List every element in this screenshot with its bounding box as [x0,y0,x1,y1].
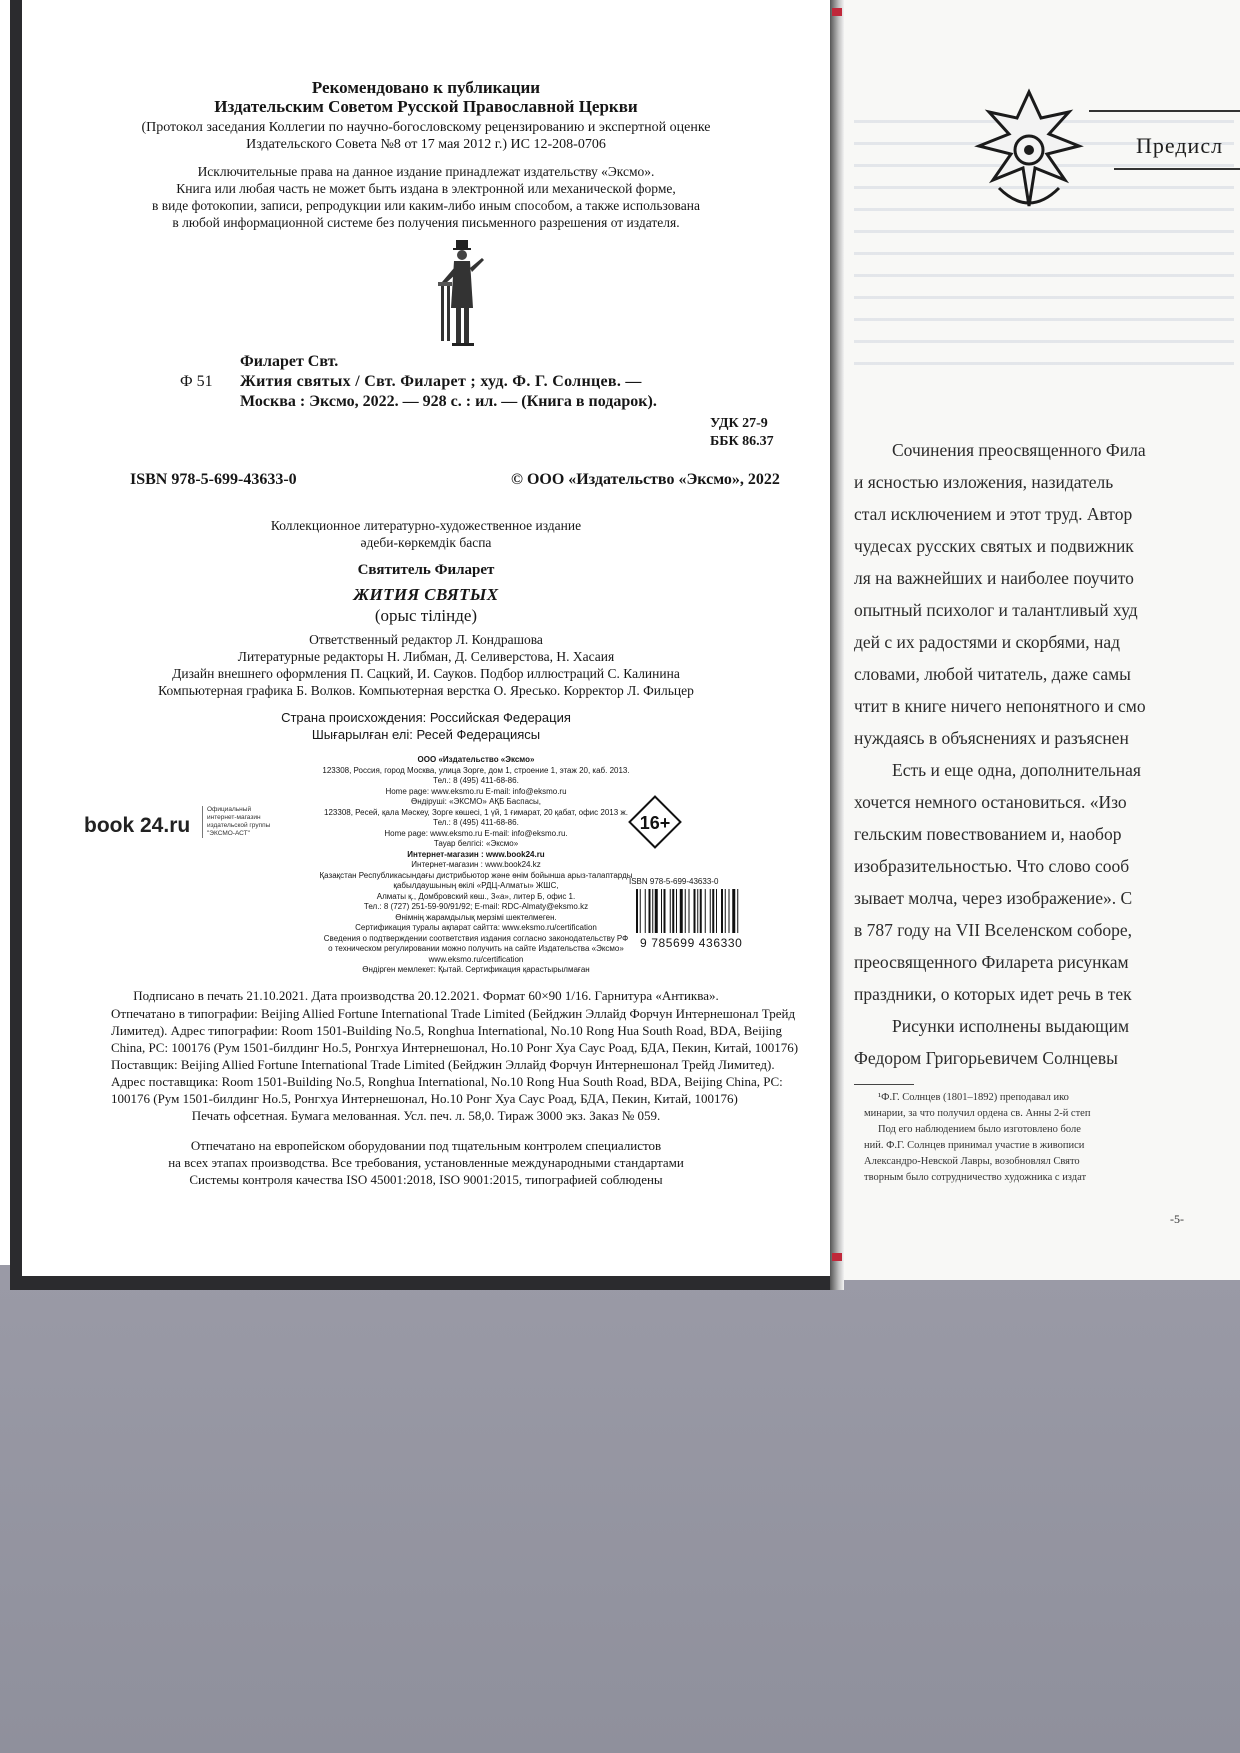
barcode-isbn: ISBN 978-5-699-43633-0 [629,877,719,886]
isbn: ISBN 978-5-699-43633-0 [130,471,297,488]
publisher-info-line: Тел.: 8 (495) 411-68-86. [433,776,519,785]
publisher-info-line: Өнімнің жарамдылық мерзімі шектелмеген. [395,912,557,922]
recommendation-line: Издательским Советом Русской Православной Церкви [214,97,638,116]
book24-logo: book 24.ru [84,814,191,837]
credit-line: Компьютерная графика Б. Волков. Компьютерная верстка О. Яресько. Корректор Л. Фильцер [158,683,694,698]
ribbon-mark [832,1253,842,1261]
barcode-bar [680,889,683,933]
publisher-info-line: 123308, Ресей, қала Мәскеу, Зорге көшесі, 1 үй, 1 ғимарат, 20 қабат, офис 2013 ж. [324,807,628,817]
publisher-info-line: Өндіруші: «ЭКСМО» АҚБ Баспасы, [410,797,542,806]
credit-line: Дизайн внешнего оформления П. Сацкий, И. Сауков. Подбор иллюстраций С. Калинина [172,666,680,681]
isbn-barcode [632,889,782,935]
barcode-bar [697,889,698,933]
barcode-bar [676,889,677,933]
barcode-digits: 9 785699 436330 [640,936,743,950]
print-info-line: China, PC: 100176 (Рум 1501-билдинг Но.5, Ронгхуа Интернешонал, Но.10 Ронг Хуа Саус Роад, БДА, Пекин, Китай, 100176) [111,1040,799,1055]
preface-line: дей с их радостями и скорбями, над [854,632,1121,652]
publisher-info-line: 123308, Россия, город Москва, улица Зорге, дом 1, строение 1, этаж 20, каб. 2013. [322,765,630,775]
publisher-info-line: Сведения о подтверждении соответствия издания согласно законодательству РФ [323,933,629,943]
book24-note [202,806,295,838]
book-spine [830,0,844,1290]
quality-line: Отпечатано на европейском оборудовании под тщательным контролем специалистов [190,1138,662,1153]
barcode-bar [649,889,651,933]
footnote-line: Под его наблюдением было изготовлено боле [878,1124,1081,1135]
preface-line: Рисунки исполнены выдающим [892,1016,1130,1036]
preface-line: словами, любой читатель, даже самы [854,664,1131,684]
preface-line: чтит в книге ничего непонятного и смо [854,696,1146,716]
age-rating-text: 16+ [639,813,671,833]
print-info-line: 100176 (Рум 1501-билдинг Но.5, Ронгхуа Интернешонал, Но.10 Ронг Хуа Саус Роад, БДА, Пекин, Китай, 100176) [111,1091,738,1106]
protocol-line: Издательского Совета №8 от 17 мая 2012 г.) ИС 12-208-0706 [246,137,606,152]
quality-line: на всех этапах производства. Все требования, установленные международными стандартами [168,1155,684,1170]
protocol-line: (Протокол заседания Коллегии по научно-богословскому рецензированию и экспертной оценке [141,120,711,135]
barcode-bar [716,889,717,933]
publisher-emblem-figure [432,238,492,350]
barcode-bar [661,889,662,933]
publisher-info-line: Тел.: 8 (727) 251-59-90/91/92; E-mail: RDC-Almaty@eksmo.kz [363,902,589,911]
barcode-bar [670,889,671,933]
barcode-bar [640,889,641,933]
classification-code: Ф 51 [180,373,213,390]
book-subtitle: (орыс тілінде) [374,606,478,625]
book-title: ЖИТИЯ СВЯТЫХ [353,585,499,604]
publisher-info-line: Home page: www.eksmo.ru E-mail: info@eksmo.ru [385,786,567,796]
bbk-index: ББК 86.37 [710,434,774,449]
book24-note-line: интернет-магазин [207,814,261,821]
barcode-bar [732,889,735,933]
publisher-info-line: Интернет-магазин : www.book24.ru [407,849,545,859]
footnote-line: творным было сотрудничество художника с издат [864,1172,1087,1183]
footnote-line: ¹Ф.Г. Солнцев (1801–1892) преподавал ико [878,1092,1069,1103]
preface-line: Есть и еще одна, дополнительная [892,760,1141,780]
rights-line: в виде фотокопии, записи, репродукции или каким-либо иным способом, а также использована [152,198,700,213]
ribbon-mark [832,8,842,16]
print-info-line: Печать офсетная. Бумага мелованная. Усл. печ. л. 58,0. Тираж 3000 экз. Заказ № 059. [191,1108,661,1123]
edition-type-kz: әдеби-көркемдік баспа [360,535,492,550]
publisher-info-line: ООО «Издательство «Эксмо» [417,755,535,764]
ornament-border [1089,110,1240,112]
publisher-info-line: Өндірген мемлекет: Қытай. Сертификация қарастырылмаған [362,965,590,974]
book24-note-line: Официальный [207,806,252,813]
scan-background [0,1265,1240,1753]
rights-line: Книга или любая часть не может быть издана в электронной или механической форме, [176,181,676,196]
preface-line: хочется немного остановиться. «Изо [854,792,1127,812]
barcode-bar [636,889,638,933]
preface-page [844,0,1240,1280]
print-info-line: Подписано в печать 21.10.2021. Дата производства 20.12.2021. Формат 60×90 1/16. Гарнитура «Антиква». [133,988,719,1003]
preface-line: изобразительностью. Что слово сооб [854,856,1130,876]
print-info-line: Поставщик: Beijing Allied Fortune International Trade Limited (Бейджин Эллайд Форчун Интернешонал Трейд Лимитед). [111,1057,775,1072]
rights-line: Исключительные права на данное издание принадлежат издательству «Эксмо». [197,164,655,179]
preface-line: чудесах русских святых и подвижник [854,536,1134,556]
barcode-bar [712,889,714,933]
barcode-bar [729,889,730,933]
footnote-line: Александро-Невской Лавры, возобновлял Свято [864,1156,1080,1167]
preface-line: преосвященного Филарета рисункам [854,952,1129,972]
barcode-bar [655,889,658,933]
preface-line: и ясностью изложения, назидатель [854,472,1114,492]
publisher-info-line: Сертификация туралы ақпарат сайтта: www.eksmo.ru/certification [355,923,597,932]
publisher-info-line: Қазақстан Республикасындағы дистрибьютор және өнім бойынша арыз-талаптарды [319,870,633,880]
recommendation-line: Рекомендовано к публикации [311,78,541,97]
publisher-info-line: www.eksmo.ru/certification [428,954,524,964]
barcode-bar [672,889,674,933]
credit-line: Ответственный редактор Л. Кондрашова [309,632,543,647]
imprint-page [22,0,830,1276]
preface-line: гельским повествованием и, наобор [854,824,1122,844]
publisher-info-line: Алматы қ., Домбровский көш., 3«а», литер Б, офис 1. [376,891,576,901]
publisher-info-line: Тауар белгісі: «Эксмо» [433,839,519,848]
quality-line: Системы контроля качества ISO 45001:2018, ISO 9001:2015, типографией соблюдены [189,1172,663,1187]
barcode-bar [689,889,690,933]
publisher-info-line: Home page: www.eksmo.ru E-mail: info@eksmo.ru. [384,828,568,838]
barcode-bar [664,889,666,933]
preface-line: праздники, о которых идет речь в тек [854,984,1132,1004]
edition-type: Коллекционное литературно-художественное издание [270,518,582,533]
barcode-bar [652,889,653,933]
book24-note-line: издательской группы [207,822,271,829]
print-info-line: Лимитед). Адрес типографии: Room 1501-Building No.5, Ronghua International, No.10 Rong Hua South Road, BDA, Beijing [111,1023,783,1038]
print-info-line: Адрес поставщика: Room 1501-Building No.5, Ronghua International, No.10 Rong Hua South Road, BDA, Beijing China, PC: [111,1074,783,1089]
barcode-bar [700,889,702,933]
book-author: Святитель Филарет [357,562,495,578]
barcode-bar [694,889,696,933]
footnote-line: ний. Ф.Г. Солнцев принимал участие в живописи [864,1140,1085,1151]
ornament-icon [969,88,1089,226]
barcode-bar [705,889,706,933]
barcode-bar [710,889,711,933]
preface-heading: Предисл [1136,133,1224,158]
publisher-info-line: Тел.: 8 (495) 411-68-86. [433,818,519,827]
publisher-info-line: қабылдаушының өкілі «РДЦ-Алматы» ЖШС, [393,881,559,890]
footnote-rule [854,1084,914,1085]
copyright: © ООО «Издательство «Эксмо», 2022 [511,471,780,488]
barcode-bar [645,889,646,933]
preface-line: опытный психолог и талантливый худ [854,600,1138,620]
barcode-bar [685,889,686,933]
preface-line: зывает молча, через изображение». С [854,888,1133,908]
author-heading: Филарет Свт. [240,353,339,370]
publisher-info-line: Интернет-магазин : www.book24.kz [411,860,541,869]
preface-line: стал исключением и этот труд. Автор [854,504,1133,524]
print-info-line: Отпечатано в типографии: Beijing Allied Fortune International Trade Limited (Бейджин Эллайд Форчун Интернешонал Трейд [111,1006,796,1021]
credit-line: Литературные редакторы Н. Либман, Д. Селиверстова, Н. Хасаия [237,649,615,664]
barcode-bar [725,889,726,933]
preface-line: Сочинения преосвященного Фила [892,440,1146,460]
preface-line: ля на важнейших и наиболее поучито [854,568,1134,588]
barcode-bar [721,889,723,933]
country-of-origin: Страна происхождения: Российская Федерация [281,710,571,725]
preface-line: Федором Григорьевичем Солнцевы [854,1048,1118,1068]
rights-line: в любой информационной системе без получения письменного разрешения от издателя. [172,215,680,230]
bibliographic-line: Жития святых / Свт. Филарет ; худ. Ф. Г. Солнцев. — [240,373,642,390]
footnote-line: минарии, за что получил ордена св. Анны 2-й степ [864,1108,1091,1119]
ornament-border [1114,168,1240,170]
preface-line: нуждаясь в объяснениях и разъяснен [854,728,1129,748]
age-rating-badge [626,793,684,851]
publisher-info-line: о техническом регулировании можно получить на сайте Издательства «Эксмо» [328,944,624,953]
country-of-origin-kz: Шығарылған елі: Ресей Федерациясы [311,727,541,742]
barcode-bar [737,889,738,933]
bibliographic-line: Москва : Эксмо, 2022. — 928 с. : ил. — (Книга в подарок). [240,393,657,410]
preface-line: в 787 году на VII Вселенском соборе, [854,920,1133,940]
page-number: -5- [1170,1212,1184,1226]
udk-index: УДК 27-9 [710,416,768,431]
book24-note-line: "ЭКСМО-АСТ" [207,830,250,837]
